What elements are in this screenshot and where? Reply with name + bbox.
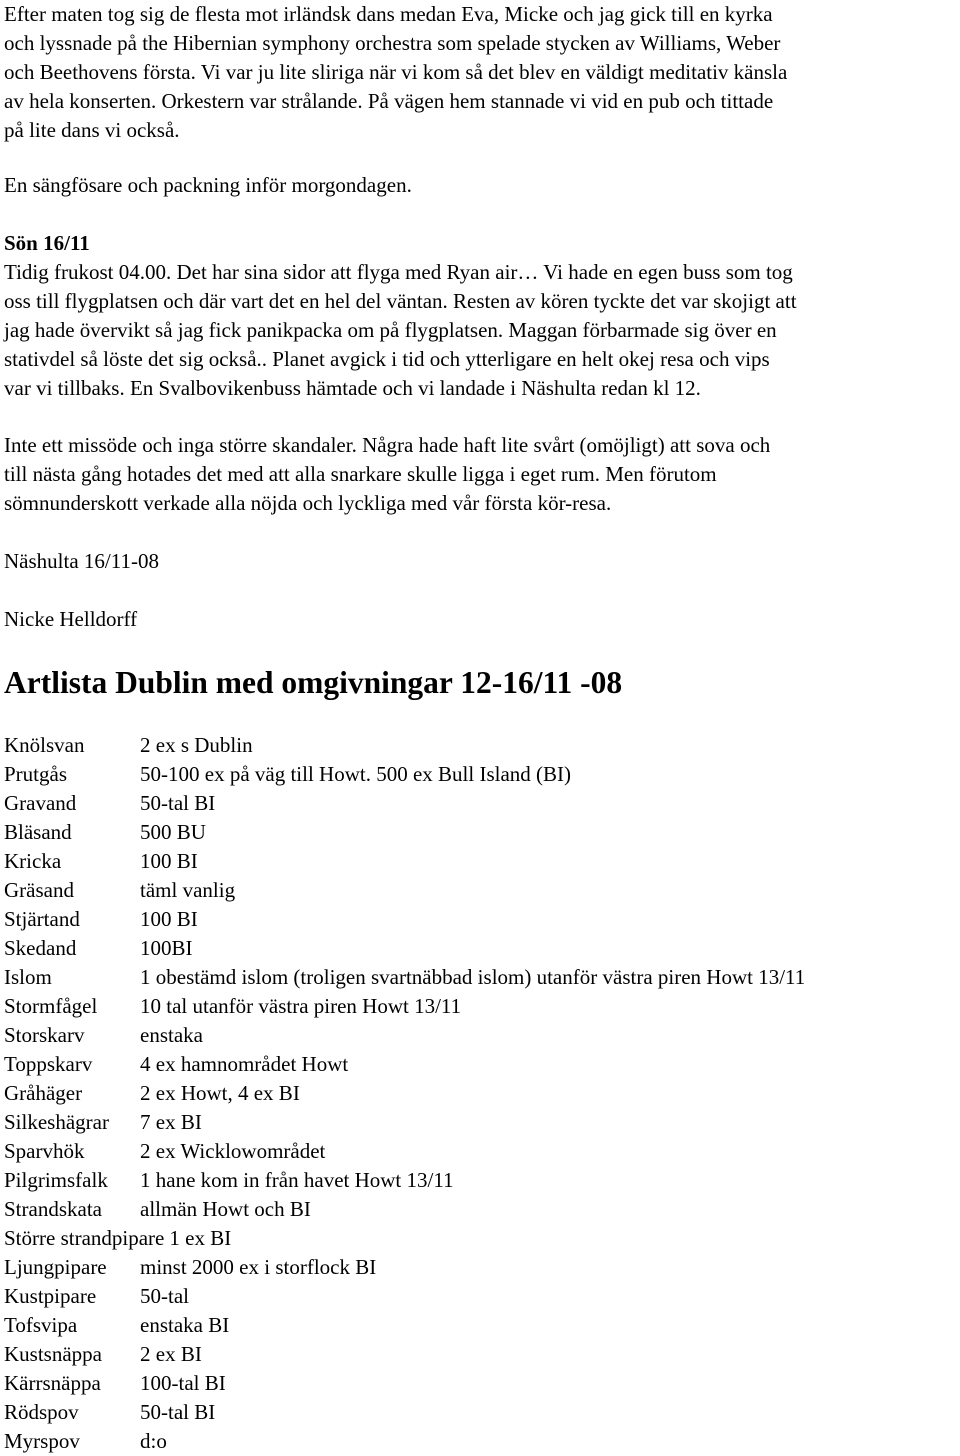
paragraph-summary	[4, 431, 770, 518]
species-row	[4, 818, 956, 847]
species-note: 4 ex hamnområdet Howt	[140, 1052, 349, 1076]
species-note: 2 ex Wicklowområdet	[140, 1139, 326, 1163]
species-name: Rödspov	[4, 1400, 79, 1424]
species-row	[4, 1195, 956, 1224]
species-note: 100 BI	[140, 849, 198, 873]
text-line: jag hade övervikt så jag fick panikpacka om på flygplatsen. Maggan förbarmade sig över en	[4, 318, 777, 342]
species-name: Kustpipare	[4, 1284, 97, 1308]
species-name: Bläsand	[4, 820, 72, 844]
species-row	[4, 1340, 956, 1369]
species-name: Kustsnäppa	[4, 1342, 102, 1366]
text-line: Tidig frukost 04.00. Det har sina sidor att flyga med Ryan air… Vi hade en egen buss som tog	[4, 260, 793, 284]
text-line: till nästa gång hotades det med att alla snarkare skulle ligga i eget rum. Men förutom	[4, 462, 717, 486]
species-name: Islom	[4, 965, 52, 989]
species-note: 50-tal BI	[140, 1400, 216, 1424]
species-name: Silkeshägrar	[4, 1110, 109, 1134]
species-name: Gravand	[4, 791, 77, 815]
author-signature	[4, 605, 137, 634]
species-row	[4, 789, 956, 818]
species-list-title: Artlista Dublin med omgivningar 12-16/11 -08	[4, 665, 623, 700]
species-note: 100 BI	[140, 907, 198, 931]
species-name: Stjärtand	[4, 907, 80, 931]
place-date	[4, 547, 159, 576]
author-name: Nicke Helldorff	[4, 607, 138, 631]
species-note: 500 BU	[140, 820, 206, 844]
species-row	[4, 876, 956, 905]
species-row	[4, 1311, 956, 1340]
species-row	[4, 905, 956, 934]
text-line: på lite dans vi också.	[4, 118, 180, 142]
species-note: 50-tal BI	[140, 791, 216, 815]
species-row	[4, 1050, 956, 1079]
species-note: 2 ex BI	[140, 1342, 202, 1366]
species-name: Större strandpipare	[4, 1226, 165, 1250]
place-date-text: Näshulta 16/11-08	[4, 549, 159, 573]
species-name: Stormfågel	[4, 994, 98, 1018]
species-name: Myrspov	[4, 1429, 80, 1453]
species-row	[4, 934, 956, 963]
species-note: d:o	[140, 1429, 167, 1453]
species-note: 100-tal BI	[140, 1371, 226, 1395]
species-note: 2 ex Howt, 4 ex BI	[140, 1081, 300, 1105]
species-note: 100BI	[140, 936, 193, 960]
paragraph-concert	[4, 0, 787, 145]
species-name: Gråhäger	[4, 1081, 83, 1105]
text-line: oss till flygplatsen och där vart det en hel del väntan. Resten av kören tyckte det var skojigt att	[4, 289, 797, 313]
species-note: 50-100 ex på väg till Howt. 500 ex Bull Island (BI)	[140, 762, 572, 786]
species-note: enstaka	[140, 1023, 203, 1047]
species-list	[4, 731, 956, 1456]
species-note: allmän Howt och BI	[140, 1197, 311, 1221]
species-row	[4, 963, 956, 992]
species-row	[4, 1282, 956, 1311]
species-name: Ljungpipare	[4, 1255, 107, 1279]
species-name: Prutgås	[4, 762, 67, 786]
text-line: En sängfösare och packning inför morgondagen.	[4, 173, 412, 197]
text-line: stativdel så löste det sig också.. Planet avgick i tid och ytterligare en helt okej resa och vips	[4, 347, 770, 371]
text-line: och lyssnade på the Hibernian symphony orchestra som spelade stycken av Williams, Weber	[4, 31, 781, 55]
species-note: 10 tal utanför västra piren Howt 13/11	[140, 994, 462, 1018]
day-section	[4, 229, 797, 403]
species-name: Gräsand	[4, 878, 74, 902]
species-note: enstaka BI	[140, 1313, 230, 1337]
species-row	[4, 992, 956, 1021]
species-name: Pilgrimsfalk	[4, 1168, 108, 1192]
species-name: Kärrsnäppa	[4, 1371, 101, 1395]
paragraph-packing	[4, 171, 412, 200]
species-row	[4, 1253, 956, 1282]
species-name: Storskarv	[4, 1023, 85, 1047]
species-row	[4, 1079, 956, 1108]
species-row	[4, 1021, 956, 1050]
species-note: 50-tal	[140, 1284, 189, 1308]
species-row	[4, 1166, 956, 1195]
species-name: Kricka	[4, 849, 62, 873]
species-name: Tofsvipa	[4, 1313, 78, 1337]
species-name: Sparvhök	[4, 1139, 85, 1163]
text-line: Efter maten tog sig de flesta mot irländsk dans medan Eva, Micke och jag gick till en kyrka	[4, 2, 773, 26]
text-line: av hela konserten. Orkestern var strålande. På vägen hem stannade vi vid en pub och tittade	[4, 89, 774, 113]
species-note: minst 2000 ex i storflock BI	[140, 1255, 377, 1279]
species-note: 2 ex s Dublin	[140, 733, 253, 757]
species-row	[4, 1224, 956, 1253]
species-row	[4, 1369, 956, 1398]
species-row	[4, 1137, 956, 1166]
text-line: sömnunderskott verkade alla nöjda och lyckliga med vår första kör-resa.	[4, 491, 612, 515]
species-name: Skedand	[4, 936, 77, 960]
species-name: Knölsvan	[4, 733, 85, 757]
species-note: täml vanlig	[140, 878, 236, 902]
text-line: Inte ett missöde och inga större skandaler. Några hade haft lite svårt (omöjligt) att sova och	[4, 433, 771, 457]
day-heading: Sön 16/11	[4, 231, 90, 255]
species-row	[4, 1427, 956, 1456]
species-name: Toppskarv	[4, 1052, 93, 1076]
species-row	[4, 760, 956, 789]
species-row	[4, 847, 956, 876]
text-line: och Beethovens första. Vi var ju lite sliriga när vi kom så det blev en väldigt meditativ känsla	[4, 60, 788, 84]
species-row	[4, 731, 956, 760]
species-note: 1 ex BI	[169, 1226, 232, 1250]
species-row	[4, 1108, 956, 1137]
species-note: 7 ex BI	[140, 1110, 202, 1134]
text-line: var vi tillbaks. En Svalbovikenbuss hämtade och vi landade i Näshulta redan kl 12.	[4, 376, 701, 400]
species-row	[4, 1398, 956, 1427]
species-note: 1 obestämd islom (troligen svartnäbbad islom) utanför västra piren Howt 13/11	[140, 965, 806, 989]
species-note: 1 hane kom in från havet Howt 13/11	[140, 1168, 454, 1192]
species-name: Strandskata	[4, 1197, 102, 1221]
